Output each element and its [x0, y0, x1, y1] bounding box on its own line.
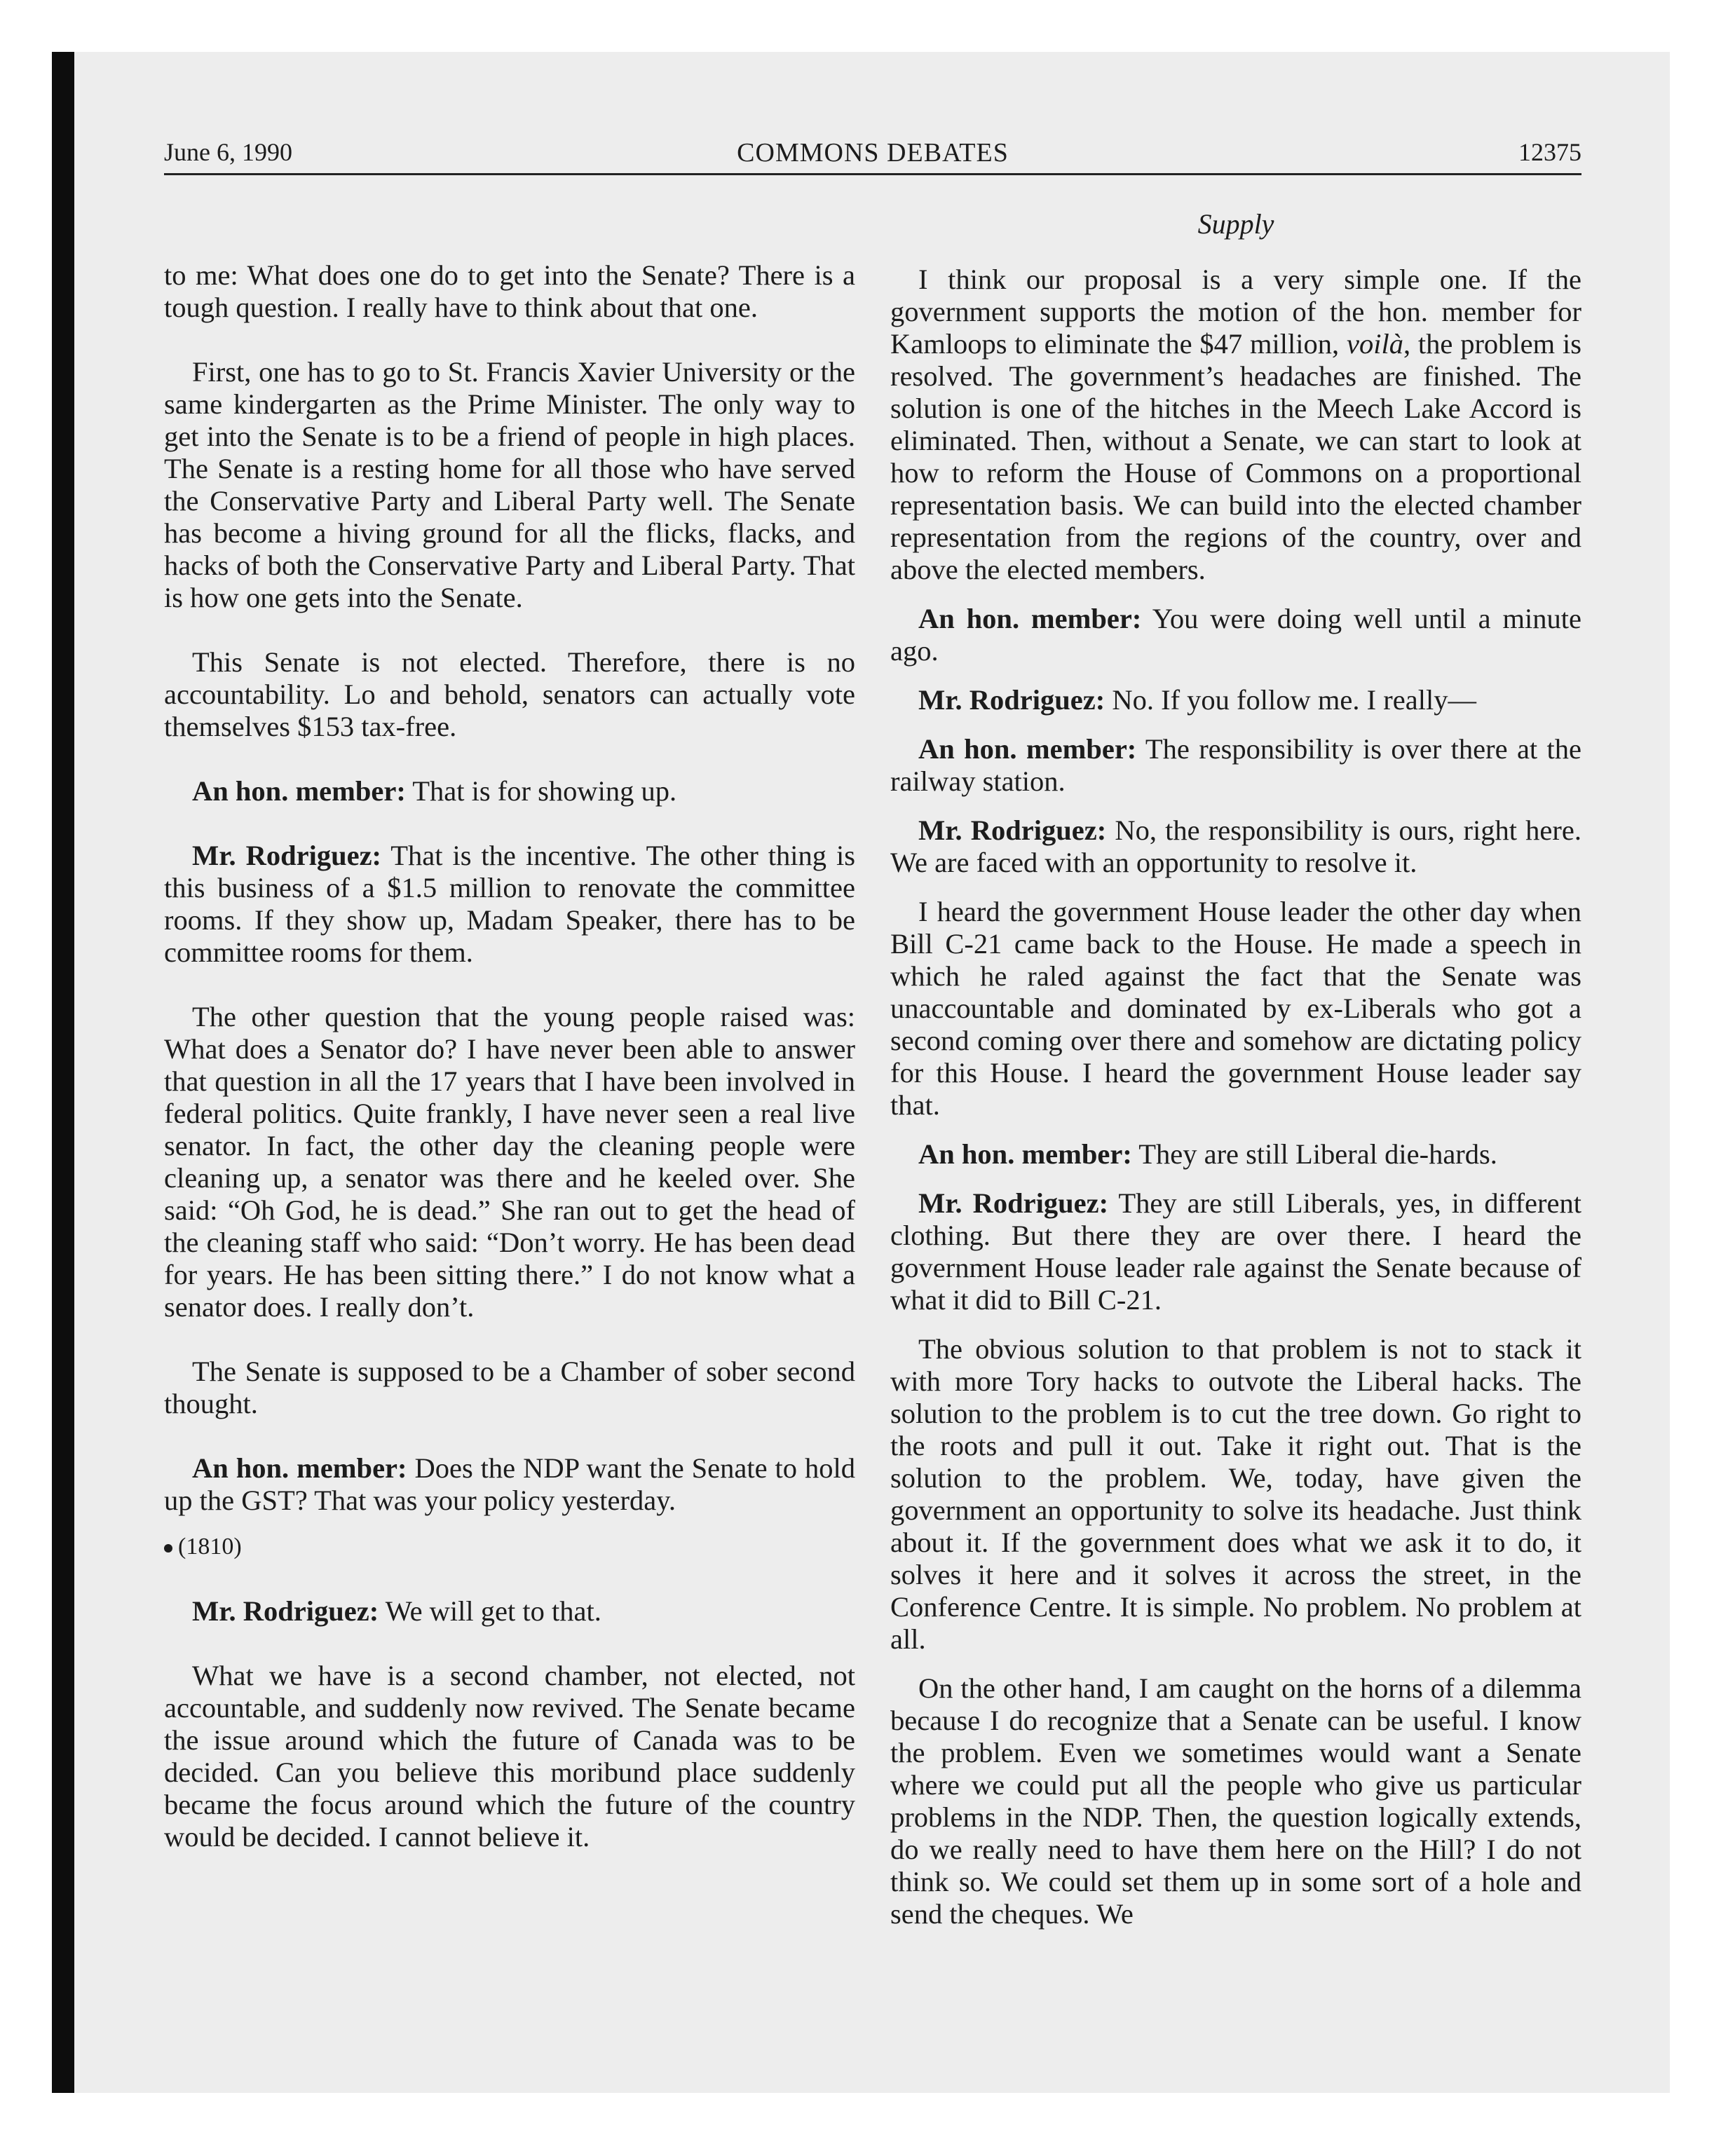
- speaker-label: Mr. Rodriguez:: [918, 1187, 1109, 1219]
- speaker-label: Mr. Rodriguez:: [918, 814, 1107, 846]
- time-mark-text: (1810): [178, 1534, 242, 1560]
- paragraph-text: I think our proposal is a very simple one. If the government supports the motion of the hon. member for Kamloops to eliminate the $47 million,: [890, 264, 1581, 360]
- header-rule: [164, 173, 1581, 175]
- speech-text: Does the NDP want the Senate to hold up the GST? That was your policy yesterday.: [164, 1452, 855, 1516]
- paragraph: What we have is a second chamber, not elected, not accountable, and suddenly now revived. The Senate became the issue around which the future of Canada was to be decided. Can you believe this moribund place suddenly became the focus around which the future of the country would be decided. I cannot believe it.: [164, 1660, 855, 1853]
- speech-paragraph: [890, 1187, 1581, 1316]
- paragraph: First, one has to go to St. Francis Xavier University or the same kindergarten as the Prime Minister. The only way to get into the Senate is to be a friend of people in high places. The Senate is a resting home for all those who have served the Conservative Party and Liberal Party well. The Senate has become a hiving ground for all the flicks, flacks, and hacks of both the Conservative Party and Liberal Party. That is how one gets into the Senate.: [164, 356, 855, 613]
- speech-paragraph: [164, 1595, 855, 1628]
- time-mark: [164, 1531, 855, 1563]
- speaker-label: Mr. Rodriguez:: [918, 684, 1105, 716]
- speaker-label: Mr. Rodriguez:: [192, 840, 382, 871]
- speech-paragraph: [164, 775, 855, 807]
- bullet-icon: [164, 1544, 172, 1553]
- speech-paragraph: [890, 603, 1581, 667]
- speech-paragraph: [890, 733, 1581, 798]
- speaker-label: An hon. member:: [192, 1452, 407, 1484]
- speech-paragraph: [890, 814, 1581, 879]
- speech-text: We will get to that.: [379, 1595, 601, 1627]
- paragraph-text: , the problem is resolved. The government’s headaches are finished. The solution is one of the hitches in the Meech Lake Accord is eliminated. Then, without a Senate, we can start to look at how to reform the House of Commons on a proportional representation basis. We can build into the elected chamber representation from the regions of the country, over and above the elected members.: [890, 328, 1581, 585]
- speech-text: No, the responsibility is ours, right here. We are faced with an opportunity to resolve it.: [890, 814, 1581, 878]
- speech-paragraph: [164, 1452, 855, 1517]
- header-page-number: 12375: [1518, 138, 1581, 166]
- speech-paragraph: [890, 684, 1581, 716]
- header-date: June 6, 1990: [164, 138, 292, 166]
- paragraph: On the other hand, I am caught on the horns of a dilemma because I do recognize that a Senate can be useful. I know the problem. Even we sometimes would want a Senate where we could put all the people who give us particular problems in the NDP. Then, the question logically extends, do we really need to have them here on the Hill? I do not think so. We could set them up in some sort of a hole and send the cheques. We: [890, 1672, 1581, 1930]
- speech-paragraph: [164, 840, 855, 969]
- paragraph: The Senate is supposed to be a Chamber of sober second thought.: [164, 1356, 855, 1419]
- right-column: [890, 264, 1581, 1947]
- paragraph: I heard the government House leader the other day when Bill C-21 came back to the House. He made a speech in which he raled against the fact that the Senate was unaccountable and dominated by ex-Liberals who got a second coming over there and somehow are dictating policy for this House. I heard the government House leader say that.: [890, 896, 1581, 1121]
- speech-text: That is for showing up.: [405, 775, 677, 807]
- speaker-label: An hon. member:: [192, 775, 406, 807]
- binding-edge: [52, 52, 74, 2093]
- paragraph: The other question that the young people raised was: What does a Senator do? I have never been able to answer that question in all the 17 years that I have been involved in federal politics. Quite frankly, I have never seen a real live senator. In fact, the other day the cleaning people were cleaning up, a senator was there and he keeled over. She said: “Oh God, he is dead.” She ran out to get the head of the cleaning staff who said: “Don’t worry. He has been dead for years. He has been sitting there.” I do not know what a senator does. I really don’t.: [164, 1001, 855, 1323]
- speech-paragraph: [890, 1138, 1581, 1171]
- speech-text: You were doing well until a minute ago.: [890, 603, 1581, 667]
- speech-text: They are still Liberal die-hards.: [1131, 1138, 1497, 1170]
- paragraph: This Senate is not elected. Therefore, there is no accountability. Lo and behold, senators can actually vote themselves $153 tax-free.: [164, 646, 855, 742]
- page-header: [164, 130, 1581, 172]
- paragraph: The obvious solution to that problem is not to stack it with more Tory hacks to outvote the Liberal hacks. The solution to the problem is to cut the tree down. Go right to the roots and pull it out. Take it right out. That is the solution to the problem. We, today, have given the government an opportunity to solve its headache. Just think about it. If the government does what we ask it to do, it solves it here and it solves it across the street, in the Conference Centre. It is simple. No problem. No problem at all.: [890, 1333, 1581, 1655]
- speaker-label: Mr. Rodriguez:: [192, 1595, 379, 1627]
- section-title: Supply: [1197, 208, 1274, 240]
- left-column: [164, 259, 855, 1885]
- italic-word: voilà: [1346, 328, 1403, 360]
- speech-text: They are still Liberals, yes, in different clothing. But there they are over there. I heard the government House leader rale against the Senate because of what it did to Bill C-21.: [890, 1187, 1581, 1316]
- speech-text: No. If you follow me. I really—: [1105, 684, 1476, 716]
- paragraph: to me: What does one do to get into the Senate? There is a tough question. I really have to think about that one.: [164, 259, 855, 323]
- speech-text: That is the incentive. The other thing is this business of a $1.5 million to renovate the committee rooms. If they show up, Madam Speaker, there has to be committee rooms for them.: [164, 840, 855, 968]
- speaker-label: An hon. member:: [918, 1138, 1132, 1170]
- speaker-label: An hon. member:: [918, 733, 1137, 765]
- speaker-label: An hon. member:: [918, 603, 1142, 634]
- speech-text: The responsibility is over there at the railway station.: [890, 733, 1581, 797]
- header-title: COMMONS DEBATES: [737, 138, 1009, 168]
- paragraph: [890, 264, 1581, 586]
